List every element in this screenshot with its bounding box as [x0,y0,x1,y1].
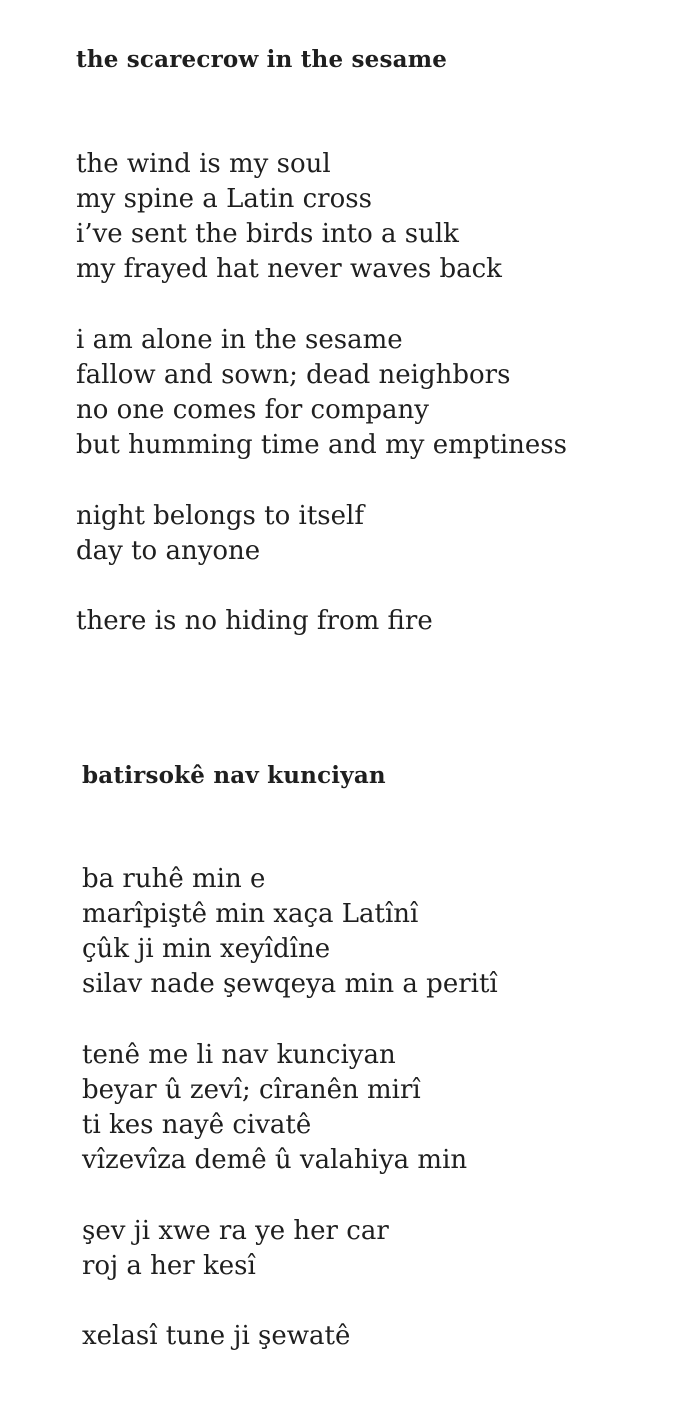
poem-line: no one comes for company [76,395,429,425]
poem-line: night belongs to itself [76,501,364,531]
poem-line: roj a her kesî [82,1251,256,1281]
poem-title: batirsokê nav kunciyan [82,762,386,789]
poem-line: there is no hiding from fire [76,606,433,636]
poem-line: the wind is my soul [76,149,331,179]
stanza [82,1214,389,1284]
stanza [76,604,433,639]
poem-line: i’ve sent the birds into a sulk [76,219,459,249]
poem-line: beyar û zevî; cîranên mirî [82,1075,421,1105]
stanza [82,862,498,1002]
poem-line: day to anyone [76,536,261,566]
poem-line: ti kes nayê civatê [82,1110,312,1140]
poem-line: tenê me li nav kunciyan [82,1040,396,1070]
poem-line: ba ruhê min e [82,864,266,894]
poem-line: my frayed hat never waves back [76,254,502,284]
poem-line: my spine a Latin cross [76,184,372,214]
stanza [76,147,502,287]
poem-line: silav nade şewqeya min a peritî [82,969,498,999]
poem-line: şev ji xwe ra ye her car [82,1216,389,1246]
poem-title: the scarecrow in the sesame [76,46,448,73]
poem-line: fallow and sown; dead neighbors [76,360,511,390]
poem-line: çûk ji min xeyîdîne [82,934,331,964]
stanza [82,1038,467,1178]
poem-line: i am alone in the sesame [76,325,403,355]
stanza [76,323,567,463]
poem-line: but humming time and my emptiness [76,430,567,460]
stanza [82,1319,350,1354]
poem-line: xelasî tune ji şewatê [82,1321,351,1351]
poem-line: vîzevîza demê û valahiya min [82,1145,468,1175]
stanza [76,499,364,569]
poem-line: marîpiştê min xaça Latînî [82,899,419,929]
